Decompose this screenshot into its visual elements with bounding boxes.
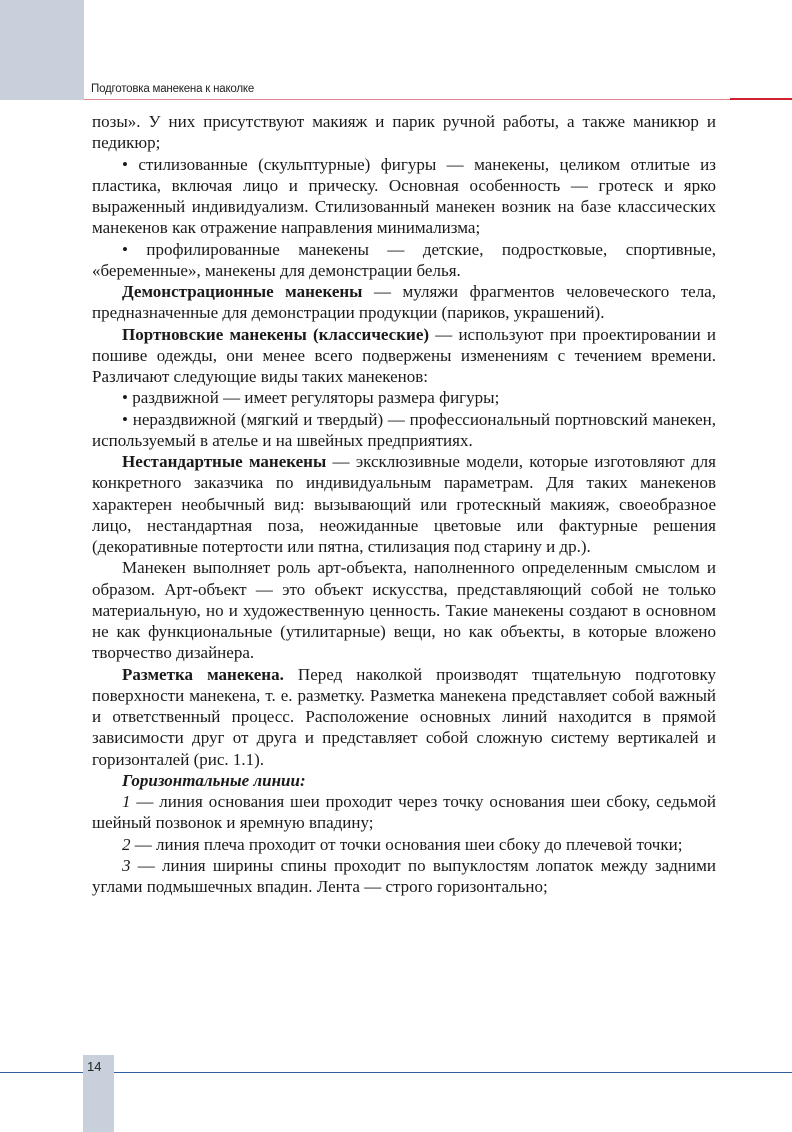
term: Демонстрационные манекены <box>122 282 363 301</box>
definition-paragraph <box>92 451 716 557</box>
subheading <box>92 770 716 791</box>
definition-paragraph <box>92 324 716 388</box>
definition-paragraph <box>92 664 716 770</box>
item-number: 1 <box>122 792 131 811</box>
bullet-item: • раздвижной — имеет регуляторы размера фигуры; <box>122 388 500 408</box>
definition: — эксклюзивные модели, которые изготовляют для конкретного заказчика по индивидуальным параметрам. Для таких манекенов характерен необычный вид: вызывающий или гротескный макияж, своеобразное лицо, нестандартная поза, неожиданные цветовые или фактурные решения (декоративные потертости или пятна, стилизация под старину и др.). <box>92 452 716 556</box>
header-accent-rule <box>730 98 792 100</box>
paragraph: Манекен выполняет роль арт-объекта, наполненного определенным смыслом и образом. Арт-объект — это объект искусства, представляющий собой не только материальную, но и художественную ценность. Такие манекены создают в основном не как функциональные (утилитарные) вещи, но как объекты, в которые вложено творчество дизайнера. <box>92 558 716 663</box>
term: Разметка манекена. <box>122 664 284 684</box>
item-text: — линия плеча проходит от точки основания шеи сбоку до плечевой точки; <box>130 834 683 854</box>
header-rule <box>84 99 730 100</box>
definition-paragraph <box>92 281 716 324</box>
definition: — используют при проектировании и пошиве одежды, они менее всего подвержены изменениям с течением времени. Различают следующие виды таких манекенов: <box>92 324 716 386</box>
footer-rule <box>0 1072 792 1073</box>
bullet-item: • стилизованные (скульптурные) фигуры — манекены, целиком отлитые из пластика, включая лицо и прическу. Основная особенность — гротеск и ярко выраженный индивидуализм. Стилизованный манекен возник на базе классических манекенов как отражение направления минимализма; <box>92 154 716 238</box>
subheading-text: Горизонтальные линии: <box>122 770 306 790</box>
header-color-block <box>0 0 84 100</box>
bullet-item: • профилированные манекены — детские, подростковые, спортивные, «беременные», манекены для демонстрации белья. <box>92 239 716 280</box>
body-text <box>92 111 716 897</box>
bullet-item: • нераздвижной (мягкий и твердый) — профессиональный портновский манекен, используемый в ателье и на швейных предприятиях. <box>92 409 716 450</box>
numbered-line-item <box>92 834 716 855</box>
running-header: Подготовка манекена к наколке <box>91 83 255 95</box>
paragraph: позы». У них присутствуют макияж и парик ручной работы, а также маникюр и педикюр; <box>92 112 716 153</box>
numbered-line-item <box>92 791 716 834</box>
numbered-line-item <box>92 855 716 898</box>
term: Портновские манекены (классические) <box>122 324 430 344</box>
item-text: — линия ширины спины проходит по выпуклостям лопаток между задними углами подмышечных впадин. Лента — строго горизонтально; <box>92 855 716 896</box>
item-text: — линия основания шеи проходит через точку основания шеи сбоку, седьмой шейный позвонок и яремную впадину; <box>92 792 716 833</box>
definition: Перед наколкой производят тщательную подготовку поверхности манекена, т. е. разметку. Разметка манекена представляет собой важный и ответственный процесс. Расположение основных линий находится в прямой зависимости друг от друга и представляет собой сложную систему вертикалей и горизонталей (рис. 1.1). <box>92 664 717 769</box>
page-number: 14 <box>87 1059 102 1074</box>
item-number: 2 <box>122 834 131 854</box>
definition: — муляжи фрагментов человеческого тела, предназначенные для демонстрации продукции (париков, украшений). <box>92 282 716 323</box>
item-number: 3 <box>122 855 131 875</box>
term: Нестандартные манекены <box>122 452 327 471</box>
